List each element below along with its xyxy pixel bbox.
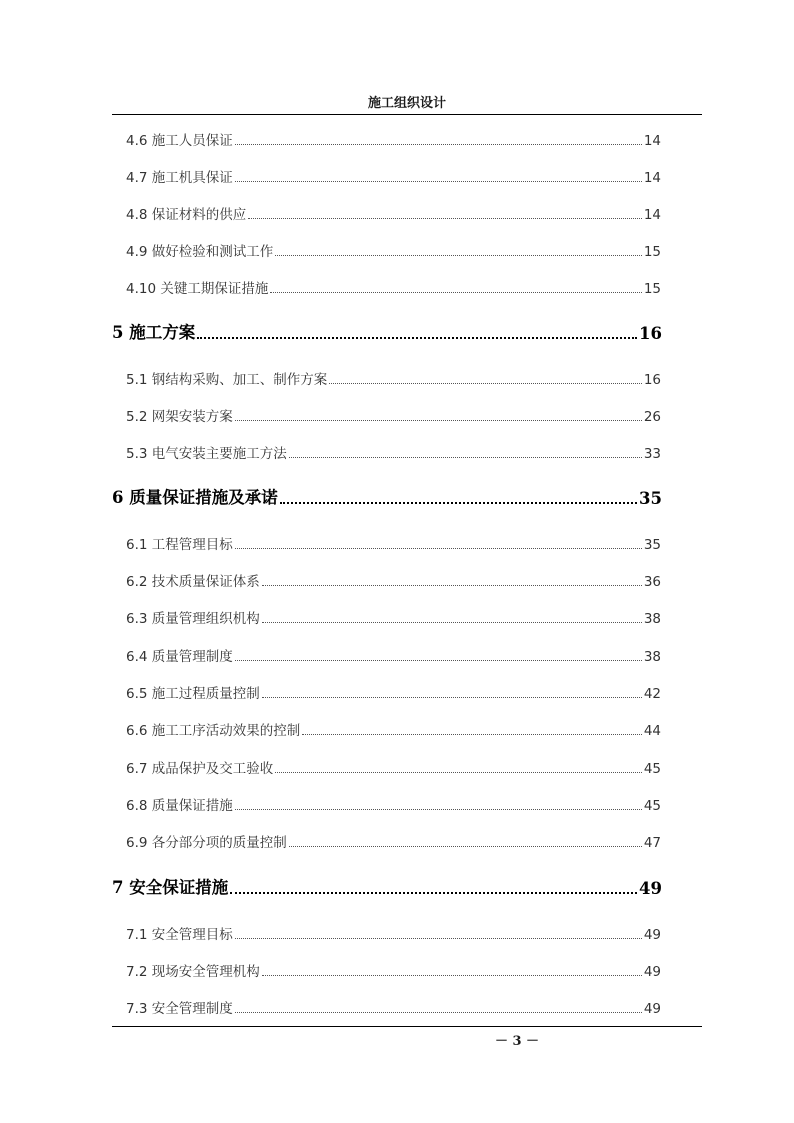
toc-entry[interactable] [126,794,661,814]
toc-entry-title: 4.7 施工机具保证 [126,170,233,186]
toc-dot-leader [262,682,642,702]
toc-dot-leader [280,486,637,508]
toc-dot-leader [248,203,642,223]
toc-entry-title: 4.10 关键工期保证措施 [126,281,269,297]
toc-entry-page: 36 [643,574,661,590]
toc-entry-title: 5 施工方案 [112,323,196,342]
toc-entry-title: 6.7 成品保护及交工验收 [126,761,274,777]
toc-dot-leader [270,277,641,297]
toc-dot-leader [262,960,642,980]
toc-entry-title: 7.2 现场安全管理机构 [126,964,260,980]
toc-entry[interactable] [126,570,661,590]
toc-entry-title: 6.5 施工过程质量控制 [126,686,260,702]
toc-entry-title: 5.3 电气安装主要施工方法 [126,446,287,462]
toc-dot-leader [262,607,642,627]
toc-dot-leader [235,923,642,943]
toc-entry-page: 35 [643,537,661,553]
toc-entry-title: 6.6 施工工序活动效果的控制 [126,723,301,739]
toc-chapter-entry[interactable] [112,321,662,343]
toc-entry-page: 45 [643,761,661,777]
toc-entry-page: 45 [643,798,661,814]
toc-entry-title: 4.8 保证材料的供应 [126,207,247,223]
toc-entry[interactable] [126,831,661,851]
toc-dot-leader [262,570,642,590]
toc-dot-leader [289,442,642,462]
toc-entry-page: 49 [643,1001,661,1017]
toc-entry-page: 15 [643,281,661,297]
toc-entry-title: 6.8 质量保证措施 [126,798,233,814]
toc-entry[interactable] [126,607,661,627]
toc-entry-title: 4.9 做好检验和测试工作 [126,244,274,260]
toc-entry-title: 4.6 施工人员保证 [126,133,233,149]
toc-entry-title: 7 安全保证措施 [112,878,229,897]
toc-entry-page: 49 [643,964,661,980]
toc-entry[interactable] [126,166,661,186]
page-header-title: 施工组织设计 [367,96,446,111]
toc-entry-page: 42 [643,686,661,702]
toc-chapter-entry[interactable] [112,486,662,508]
toc-entry[interactable] [126,442,661,462]
toc-dot-leader [235,166,642,186]
toc-entry[interactable] [126,682,661,702]
toc-entry-page: 14 [643,170,661,186]
toc-entry[interactable] [126,960,661,980]
toc-entry-page: 26 [643,409,661,425]
toc-entry-page: 16 [643,372,661,388]
toc-entry-page: 44 [643,723,661,739]
toc-dot-leader [275,240,642,260]
toc-entry[interactable] [126,645,661,665]
toc-entry-title: 6.9 各分部分项的质量控制 [126,835,287,851]
toc-entry[interactable] [126,533,661,553]
toc-entry-page: 14 [643,207,661,223]
toc-entry-title: 7.3 安全管理制度 [126,1001,233,1017]
toc-entry-title: 7.1 安全管理目标 [126,927,233,943]
toc-entry-title: 6.4 质量管理制度 [126,649,233,665]
toc-dot-leader [329,368,642,388]
toc-dot-leader [235,997,642,1017]
toc-chapter-entry[interactable] [112,876,662,898]
toc-entry[interactable] [126,277,661,297]
toc-entry[interactable] [126,129,661,149]
toc-entry-page: 33 [643,446,661,462]
toc-dot-leader [235,794,642,814]
toc-entry-page: 14 [643,133,661,149]
toc-entry[interactable] [126,997,661,1017]
toc-entry-page: 16 [639,324,662,343]
toc-dot-leader [235,533,642,553]
toc-entry-page: 47 [643,835,661,851]
toc-dot-leader [275,757,642,777]
toc-entry-title: 5.1 钢结构采购、加工、制作方案 [126,372,328,388]
toc-entry-page: 38 [643,611,661,627]
toc-entry-title: 6.2 技术质量保证体系 [126,574,260,590]
toc-entry-page: 49 [643,927,661,943]
toc-entry-title: 6 质量保证措施及承诺 [112,488,278,507]
toc-dot-leader [197,321,637,343]
toc-entry-title: 5.2 网架安装方案 [126,409,233,425]
page-number: － 3 － [494,1034,540,1049]
footer-divider [112,1026,702,1027]
toc-entry[interactable] [126,757,661,777]
toc-entry-page: 35 [639,489,662,508]
toc-entry[interactable] [126,719,661,739]
toc-dot-leader [230,876,637,898]
page-header [112,96,702,115]
toc-entry[interactable] [126,923,661,943]
toc-entry-title: 6.1 工程管理目标 [126,537,233,553]
toc-entry-page: 15 [643,244,661,260]
toc-dot-leader [235,405,642,425]
toc-dot-leader [302,719,642,739]
toc-entry[interactable] [126,203,661,223]
toc-dot-leader [235,645,642,665]
toc-entry[interactable] [126,368,661,388]
toc-entry-title: 6.3 质量管理组织机构 [126,611,260,627]
toc-entry-page: 38 [643,649,661,665]
toc-dot-leader [235,129,642,149]
toc-entry[interactable] [126,405,661,425]
toc-entry-page: 49 [639,879,662,898]
toc-dot-leader [289,831,642,851]
toc-entry[interactable] [126,240,661,260]
